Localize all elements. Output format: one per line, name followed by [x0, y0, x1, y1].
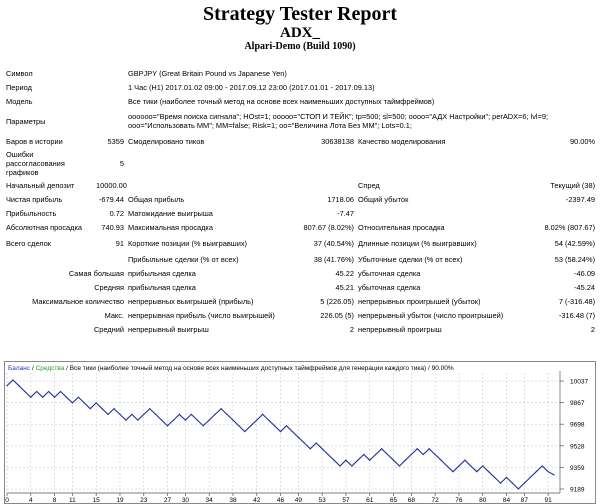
model-label: Модель: [6, 96, 33, 106]
row-maxcount: [4, 294, 597, 308]
balance-point: [322, 448, 323, 449]
balance-point: [363, 454, 364, 455]
report-title: Strategy Tester Report: [202, 3, 398, 25]
balance-point: [244, 431, 245, 432]
x-tick-label: 87: [520, 497, 528, 504]
legend-balance: Баланс: [8, 365, 31, 372]
server-build: Alpari-Demo (Build 1090): [244, 41, 356, 52]
total-label: Всего сделок: [6, 238, 52, 248]
netprofit-value: -679.44: [98, 194, 124, 204]
balance-point: [500, 483, 501, 484]
params-label: Параметры: [6, 116, 46, 126]
row-netprofit: [4, 192, 597, 206]
loss-trades-value: 53 (58.24%): [554, 254, 596, 264]
row-bars: [4, 134, 597, 148]
balance-point: [304, 442, 305, 443]
y-tick-label: 9189: [570, 486, 585, 494]
balance-point: [220, 408, 221, 409]
balance-point: [12, 379, 13, 380]
balance-point: [149, 408, 150, 409]
balance-point: [250, 425, 251, 426]
balance-point: [179, 414, 180, 415]
largest-loss-value: -46.09: [574, 268, 596, 278]
spread-label: Спред: [358, 180, 380, 190]
balance-point: [452, 471, 453, 472]
balance-point: [310, 448, 311, 449]
balance-point: [506, 477, 507, 478]
balance-point: [102, 408, 103, 409]
row-largest: [4, 266, 597, 280]
balance-point: [226, 414, 227, 415]
y-tick-label: 9867: [570, 400, 585, 408]
balance-point: [185, 420, 186, 421]
errors-value: 5: [119, 158, 124, 168]
pf-label: Прибыльность: [6, 208, 57, 218]
balance-point: [30, 397, 31, 398]
x-tick-label: 46: [276, 497, 285, 504]
x-tick-label: 8: [52, 497, 57, 504]
reldd-value: 8.02% (807.67): [544, 222, 596, 232]
profit-trades-label: Прибыльные сделки (% от всех): [128, 254, 239, 264]
symbol-value: GBPJPY (Great Britain Pound vs Japanese Yen): [128, 68, 287, 78]
balance-point: [238, 425, 239, 426]
bars-value: 5359: [107, 136, 124, 146]
balance-point: [405, 460, 406, 461]
total-value: 91: [115, 238, 124, 248]
balance-point: [351, 465, 352, 466]
balance-point: [524, 483, 525, 484]
average-profit-value: 45.21: [335, 282, 354, 292]
quality-value: 90.00%: [569, 136, 596, 146]
balance-point: [488, 471, 489, 472]
profit-trades-value: 38 (41.76%): [313, 254, 354, 264]
row-errors: [4, 148, 597, 178]
maxcount-losses-value: 7 (-316.48): [558, 296, 596, 306]
x-tick-label: 19: [116, 497, 124, 504]
balance-point: [54, 397, 55, 398]
balance-point: [197, 420, 198, 421]
balance-point: [6, 385, 7, 386]
balance-point: [72, 402, 73, 403]
balance-point: [411, 454, 412, 455]
grossloss-label: Общий убыток: [358, 194, 409, 204]
balance-point: [215, 414, 216, 415]
maxdd-value: 807.67 (8.02%): [303, 222, 354, 232]
bars-label: Баров в истории: [6, 136, 63, 146]
max-profit-value: 226.05 (5): [320, 310, 354, 320]
balance-point: [536, 471, 537, 472]
average-loss-label: убыточная сделка: [358, 282, 421, 292]
balance-point: [369, 460, 370, 461]
balance-point: [333, 460, 334, 461]
max-label: Макс.: [104, 310, 124, 320]
balance-point: [84, 402, 85, 403]
ticks-value: 30638138: [321, 136, 354, 146]
balance-point: [66, 397, 67, 398]
max-profit-label: непрерывная прибыль (число выигрышей): [128, 310, 275, 320]
balance-point: [113, 408, 114, 409]
maxcount-label: Максимальное количество: [32, 296, 124, 306]
balance-point: [464, 460, 465, 461]
maxcount-wins-value: 5 (226.05): [320, 296, 354, 306]
x-tick-label: 27: [163, 497, 172, 504]
short-value: 37 (40.54%): [313, 238, 354, 248]
average-profit-label: прибыльная сделка: [128, 282, 196, 292]
balance-point: [327, 454, 328, 455]
netprofit-label: Чистая прибыль: [6, 194, 63, 204]
balance-point: [268, 420, 269, 421]
x-tick-label: 42: [253, 497, 261, 504]
spread-value: Текущий (38): [550, 180, 596, 190]
balance-point: [18, 385, 19, 386]
balance-point: [458, 465, 459, 466]
balance-point: [256, 420, 257, 421]
x-tick-label: 68: [407, 497, 415, 504]
x-tick-label: 91: [544, 497, 552, 504]
avg-wins-label: непрерывный выигрыш: [128, 324, 209, 334]
balance-point: [553, 474, 554, 475]
report-table: [4, 66, 597, 336]
row-deposit: [4, 178, 597, 192]
absdd-label: Абсолютная просадка: [6, 222, 82, 232]
row-params: [4, 108, 597, 134]
avg-losses-label: непрерывный проигрыш: [358, 324, 442, 334]
balance-point: [286, 425, 287, 426]
row-average: [4, 280, 597, 294]
x-tick-label: 11: [69, 497, 76, 504]
balance-point: [36, 391, 37, 392]
max-loss-value: -316.48 (7): [558, 310, 596, 320]
period-value: 1 Час (H1) 2017.01.02 09:00 - 2017.09.12 23:00 (2017.01.01 - 2017.09.13): [128, 82, 375, 92]
balance-point: [191, 414, 192, 415]
deposit-value: 10000.00: [96, 180, 127, 190]
x-tick-label: 53: [318, 497, 326, 504]
grossprofit-value: 1718.06: [327, 194, 354, 204]
balance-point: [316, 442, 317, 443]
balance-point: [470, 465, 471, 466]
symbol-label: Символ: [6, 68, 33, 78]
x-tick-label: 15: [92, 497, 100, 504]
x-tick-label: 49: [294, 497, 302, 504]
balance-point: [548, 471, 549, 472]
largest-profit-value: 45.22: [335, 268, 354, 278]
y-tick-label: 9528: [570, 443, 585, 451]
balance-point: [232, 420, 233, 421]
row-symbol: [4, 66, 597, 80]
x-tick-label: 57: [342, 497, 350, 504]
maxcount-wins-label: непрерывных выигрышей (прибыль): [128, 296, 254, 306]
x-tick-label: 30: [181, 497, 190, 504]
row-period: [4, 80, 597, 94]
balance-point: [298, 437, 299, 438]
row-total: [4, 234, 597, 252]
x-tick-label: 34: [205, 497, 213, 504]
row-trades: [4, 252, 597, 266]
avg-wins-value: 2: [349, 324, 354, 334]
x-tick-label: 72: [431, 497, 439, 504]
balance-point: [131, 414, 132, 415]
balance-point: [161, 420, 162, 421]
x-tick-label: 80: [479, 497, 487, 504]
reldd-label: Относительная просадка: [358, 222, 445, 232]
y-tick-label: 9359: [570, 464, 585, 472]
expected-value: -7.47: [337, 208, 354, 218]
balance-point: [381, 448, 382, 449]
balance-point: [446, 465, 447, 466]
short-label: Короткие позиции (% выигравших): [128, 238, 247, 248]
expert-name: ADX_: [280, 25, 320, 41]
balance-point: [518, 488, 519, 489]
balance-point: [435, 454, 436, 455]
balance-point: [375, 454, 376, 455]
x-tick-label: 0: [5, 497, 9, 504]
balance-point: [482, 465, 483, 466]
long-label: Длинные позиции (% выигравших): [358, 238, 477, 248]
balance-point: [60, 391, 61, 392]
chart-frame: [5, 362, 596, 504]
balance-point: [345, 460, 346, 461]
loss-trades-label: Убыточные сделки (% от всех): [358, 254, 463, 264]
balance-point: [393, 460, 394, 461]
max-loss-label: непрерывный убыток (число проигрышей): [358, 310, 504, 320]
maxcount-losses-label: непрерывных проигрышей (убыток): [358, 296, 481, 306]
largest-loss-label: убыточная сделка: [358, 268, 421, 278]
balance-point: [339, 465, 340, 466]
x-tick-label: 65: [389, 497, 398, 504]
absdd-value: 740.93: [101, 222, 124, 232]
balance-point: [292, 431, 293, 432]
x-tick-label: 38: [229, 497, 237, 504]
balance-chart: [4, 361, 596, 504]
y-tick-label: 10037: [570, 378, 589, 386]
long-value: 54 (42.59%): [554, 238, 596, 248]
balance-point: [155, 414, 156, 415]
balance-point: [357, 460, 358, 461]
pf-value: 0.72: [109, 208, 124, 218]
maxdd-label: Максимальная просадка: [128, 222, 213, 232]
grossloss-value: -2397.49: [565, 194, 596, 204]
average-label: Средняя: [94, 282, 124, 292]
balance-point: [530, 477, 531, 478]
balance-point: [262, 414, 263, 415]
balance-point: [173, 420, 174, 421]
expected-label: Матожидание выигрыша: [128, 208, 213, 218]
quality-label: Качество моделирования: [358, 136, 446, 146]
balance-point: [125, 420, 126, 421]
row-avg: [4, 322, 597, 336]
balance-point: [42, 397, 43, 398]
row-model: [4, 94, 597, 108]
balance-point: [280, 431, 281, 432]
balance-point: [137, 420, 138, 421]
balance-point: [440, 460, 441, 461]
legend-equity: Средства: [35, 365, 65, 372]
balance-point: [48, 391, 49, 392]
x-tick-label: 4: [28, 497, 33, 504]
legend-sep: /: [30, 365, 36, 372]
largest-profit-label: прибыльная сделка: [128, 268, 196, 278]
balance-point: [203, 425, 204, 426]
avg-label: Средний: [93, 324, 124, 334]
balance-point: [512, 483, 513, 484]
balance-point: [78, 397, 79, 398]
grossprofit-label: Общая прибыль: [128, 194, 185, 204]
balance-point: [494, 477, 495, 478]
balance-point: [90, 408, 91, 409]
balance-point: [429, 448, 430, 449]
largest-label: Самая большая: [68, 268, 124, 278]
row-max: [4, 308, 597, 322]
x-tick-label: 84: [502, 497, 511, 504]
balance-point: [167, 425, 168, 426]
balance-point: [542, 465, 543, 466]
ticks-label: Смоделировано тиков: [128, 136, 205, 146]
avg-losses-value: 2: [590, 324, 596, 334]
balance-point: [423, 454, 424, 455]
row-drawdown: [4, 220, 597, 234]
balance-point: [209, 420, 210, 421]
legend-rest: / Все тики (наиболее точный метод на основе всех наименьших доступных таймфреймов для генерации каждого тика) / 90.00%: [64, 365, 454, 372]
average-loss-value: -45.24: [574, 282, 596, 292]
balance-point: [119, 414, 120, 415]
y-tick-label: 9698: [570, 421, 585, 429]
errors-label: Ошибки рассогласования графиков: [6, 149, 65, 177]
model-value: Все тики (наиболее точный метод на основе всех наименьших доступных таймфреймов): [128, 96, 435, 106]
balance-point: [24, 391, 25, 392]
balance-point: [143, 414, 144, 415]
chart-legend: [8, 364, 454, 372]
balance-point: [399, 465, 400, 466]
deposit-label: Начальный депозит: [6, 180, 75, 190]
x-tick-label: 23: [140, 497, 148, 504]
balance-point: [107, 414, 108, 415]
balance-point: [96, 402, 97, 403]
row-pf: [4, 206, 597, 220]
params-value: oooooo="Время поиска сигнала"; HOst=1; ooooo="СТОП И ТЕЙК"; tp=500; sl=500; oooo="АДХ Настройки"; perADX=6; lvl=9; ooo="Использовать ММ"; MM=false; Risk=1; oo="Величина Лота Без ММ"; Lots=0.1;: [128, 112, 549, 130]
period-label: Период: [6, 82, 32, 92]
balance-point: [274, 425, 275, 426]
balance-point: [387, 454, 388, 455]
balance-point: [476, 471, 477, 472]
balance-point: [417, 448, 418, 449]
x-tick-label: 76: [455, 497, 463, 504]
x-tick-label: 61: [366, 497, 374, 504]
